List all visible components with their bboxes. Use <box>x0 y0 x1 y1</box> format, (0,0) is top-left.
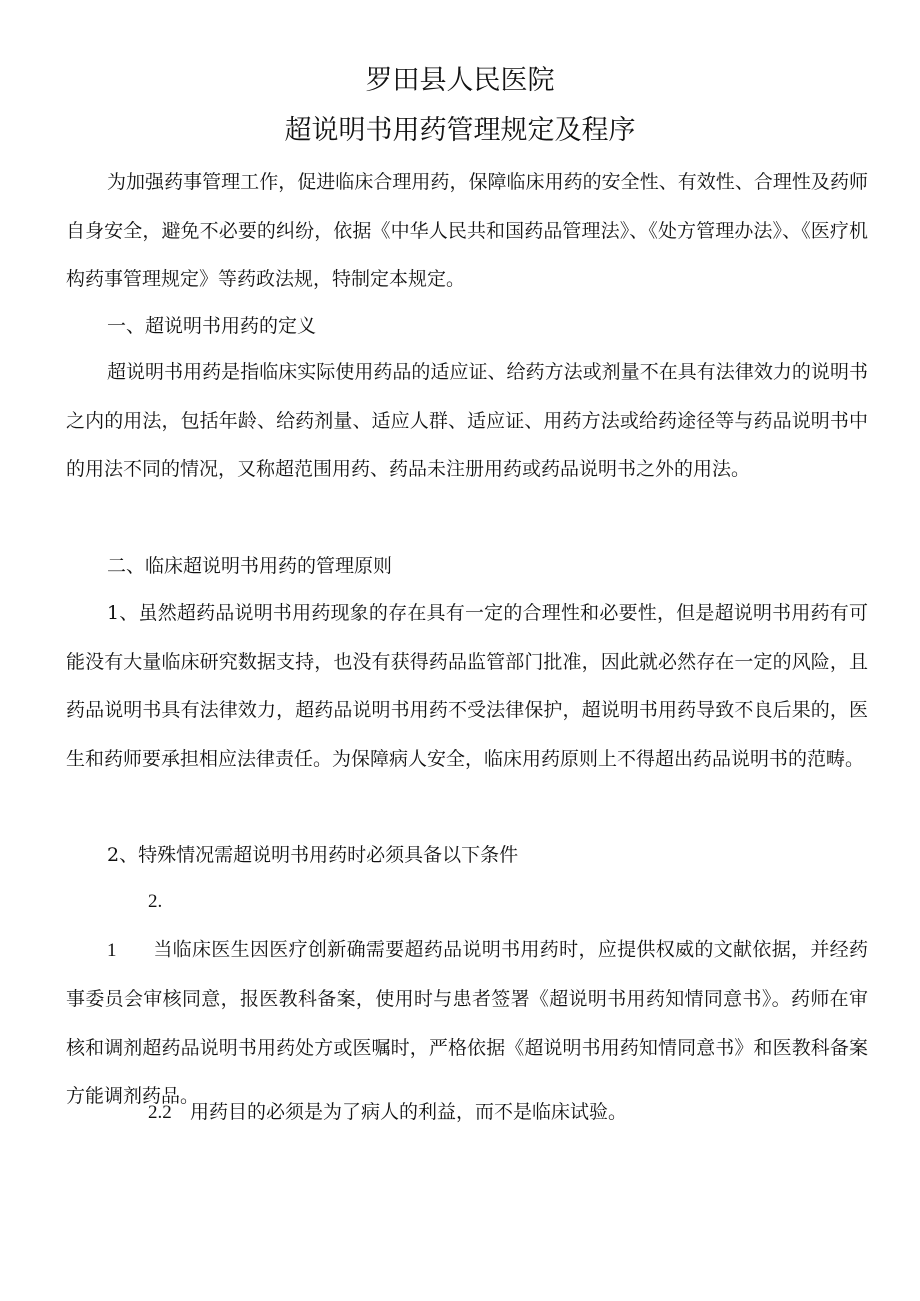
item-2-1-paragraph <box>66 878 868 1121</box>
item-2-2-text: 用药目的必须是为了病人的利益，而不是临床试验。 <box>190 1101 628 1123</box>
intro-paragraph: 为加强药事管理工作，促进临床合理用药，保障临床用药的安全性、有效性、合理性及药师自身安全，避免不必要的纠纷，依据《中华人民共和国药品管理法》、《处方管理办法》、《医疗机构药事管理规定》等药政法规，特制定本规定。 <box>66 171 868 290</box>
item-2-1-text: 当临床医生因医疗创新确需要超药品说明书用药时，应提供权威的文献依据，并经药事委员会审核同意，报医教科备案，使用时与患者签署《超说明书用药知情同意书》。药师在审核和调剂超药品说明书用药处方或医嘱时，严格依据《超说明书用药知情同意书》和医教科备案方能调剂药品。 <box>66 938 868 1107</box>
item-1-paragraph: 1、虽然超药品说明书用药现象的存在具有一定的合理性和必要性，但是超说明书用药有可能没有大量临床研究数据支持，也没有获得药品监管部门批准，因此就必然存在一定的风险，且药品说明书具有法律效力，超药品说明书用药不受法律保护，超说明书用药导致不良后果的，医生和药师要承担相应法律责任。为保障病人安全，临床用药原则上不得超出药品说明书的范畴。 <box>66 602 868 770</box>
document-title-hospital: 罗田县人民医院 <box>365 65 555 96</box>
item-2-1-number: 2.1 <box>107 891 163 961</box>
item-2-2-number: 2.2 <box>148 1102 172 1123</box>
document-title-regulation: 超说明书用药管理规定及程序 <box>284 115 636 146</box>
section-2-heading: 二、临床超说明书用药的管理原则 <box>107 555 393 577</box>
item-2-2-paragraph <box>66 1088 868 1138</box>
item-2-heading: 2、特殊情况需超说明书用药时必须具备以下条件 <box>107 844 519 866</box>
section-1-paragraph: 超说明书用药是指临床实际使用药品的适应证、给药方法或剂量不在具有法律效力的说明书之内的用法，包括年龄、给药剂量、适应人群、适应证、用药方法或给药途径等与药品说明书中的用法不同的情况，又称超范围用药、药品未注册用药或药品说明书之外的用法。 <box>66 361 868 480</box>
section-1-heading: 一、超说明书用药的定义 <box>107 315 317 337</box>
